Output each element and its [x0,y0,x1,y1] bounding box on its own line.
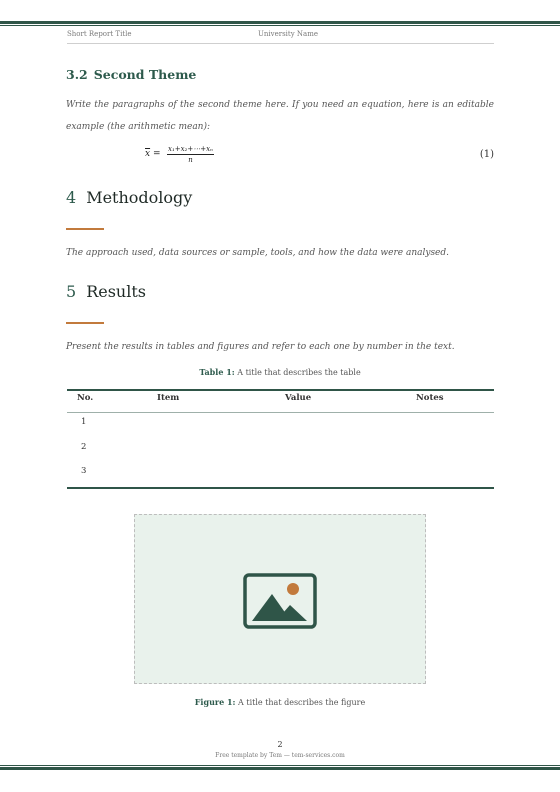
bottom-border-band [0,767,560,770]
equation-numerator: x₁+x₂+⋯+xₙ [168,145,213,153]
running-header-university: University Name [258,30,318,38]
subsection-number: 3.2 [66,67,88,82]
bottom-border-line [0,765,560,766]
table-header-notes: Notes [416,393,444,403]
results-paragraph: Present the results in tables and figures and refer to each one by number in the text. [66,342,455,352]
figure-placeholder [134,514,426,684]
top-border-band [0,21,560,24]
equation-denominator: n [188,156,193,164]
figure-caption [66,697,494,707]
results-accent-rule [66,322,104,324]
footer-credit: Free template by Tem — tem-services.com [215,752,345,759]
subsection-title: Second Theme [93,67,197,82]
page-number: 2 [277,740,283,749]
table-caption-label: Table 1: [199,367,235,377]
header-divider [67,43,494,44]
table-header-rule [67,412,494,413]
figure-caption-text: A title that describes the figure [238,698,366,707]
table-header-no: No. [77,393,94,403]
table-row-3-no: 3 [81,466,87,476]
methodology-accent-rule [66,228,104,230]
table-caption-text: A title that describes the table [237,368,361,377]
table-row-1-no: 1 [81,417,87,427]
equation-lhs: $\overline{x}$ = [145,149,161,159]
table-bottom-rule [67,487,494,489]
table-top-rule [67,389,494,391]
subsection-paragraph: Write the paragraphs of the second theme here. If you need an equation, here is an editable example (the arithmetic mean): [66,100,494,132]
equation-number: (1) [479,149,494,160]
equation [145,145,494,169]
results-heading [66,282,146,301]
results-title: Results [86,282,146,301]
equation-fraction [167,145,214,164]
methodology-number: 4 [66,188,77,207]
table-caption [66,367,494,377]
figure-caption-label: Figure 1: [194,697,236,707]
table-header-item: Item [157,393,180,403]
top-border-line [0,25,560,26]
methodology-heading [66,188,192,207]
table-header-value: Value [285,393,312,403]
results-number: 5 [66,282,77,301]
image-icon [243,573,319,629]
table-row-2-no: 2 [81,442,87,452]
subsection-heading [66,67,196,82]
methodology-paragraph: The approach used, data sources or sample, tools, and how the data were analysed. [66,248,450,258]
running-header-title: Short Report Title [67,30,132,38]
methodology-title: Methodology [86,188,193,207]
